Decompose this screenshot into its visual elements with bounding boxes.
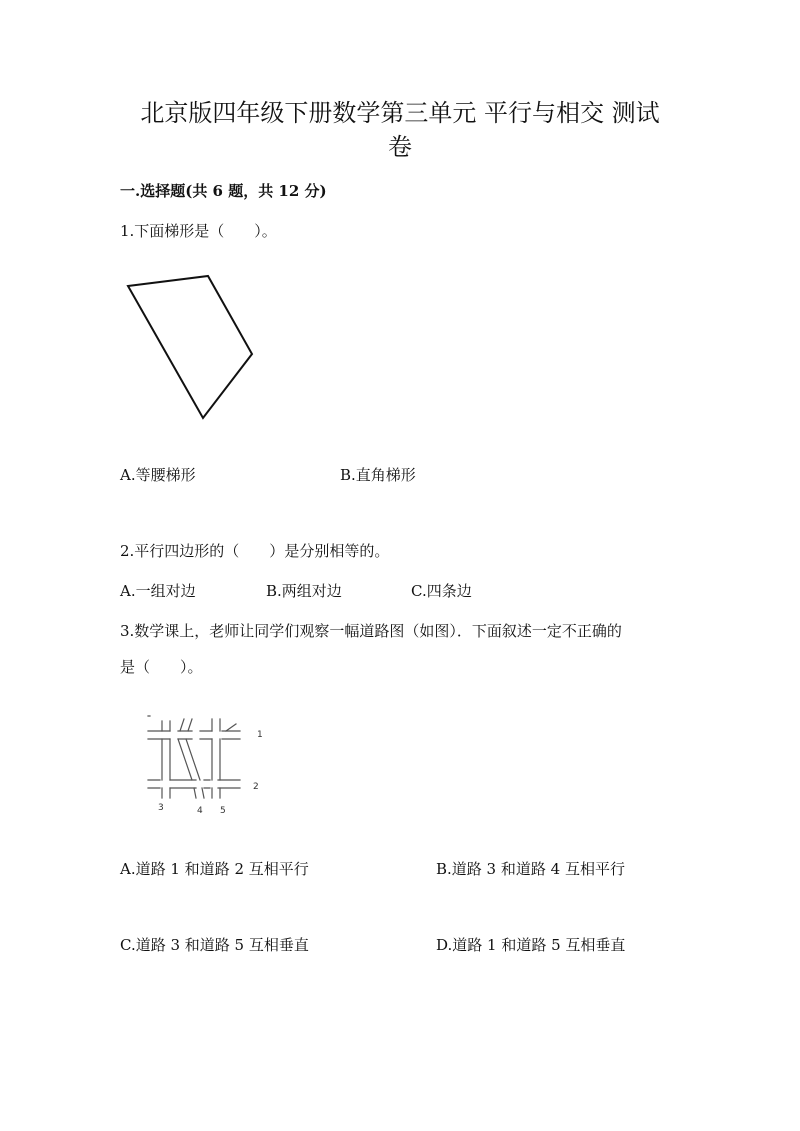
question-2-text: 2.平行四边形的（ ）是分别相等的。	[120, 542, 390, 560]
title-line-1: 北京版四年级下册数学第三单元 平行与相交 测试	[140, 99, 660, 127]
question-3-text-line-2: 是（ ）。	[120, 658, 203, 676]
q2-option-a[interactable]: A.一组对边	[120, 582, 196, 600]
q3-option-a[interactable]: A.道路 1 和道路 2 互相平行	[120, 860, 309, 878]
q1-option-a[interactable]: A.等腰梯形	[120, 466, 196, 484]
q1-option-b[interactable]: B.直角梯形	[340, 466, 416, 484]
title-line-2: 卷	[388, 133, 412, 161]
road-label-3: 3	[158, 803, 164, 813]
road-label-2: 2	[253, 782, 259, 792]
question-3-text-line-1: 3.数学课上，老师让同学们观察一幅道路图（如图）．下面叙述一定不正确的	[120, 622, 622, 640]
road-label-1: 1	[257, 730, 263, 740]
q3-option-c[interactable]: C.道路 3 和道路 5 互相垂直	[120, 936, 309, 954]
q2-option-c[interactable]: C.四条边	[411, 582, 472, 600]
q3-option-b[interactable]: B.道路 3 和道路 4 互相平行	[436, 860, 625, 878]
q2-option-b[interactable]: B.两组对边	[266, 582, 342, 600]
q3-option-d[interactable]: D.道路 1 和道路 5 互相垂直	[436, 936, 626, 954]
question-1-text: 1.下面梯形是（ ）。	[120, 222, 277, 240]
road-label-5: 5	[220, 806, 226, 816]
section-heading: 一.选择题(共 6 题，共 12 分)	[120, 182, 327, 200]
road-label-4: 4	[197, 806, 203, 816]
